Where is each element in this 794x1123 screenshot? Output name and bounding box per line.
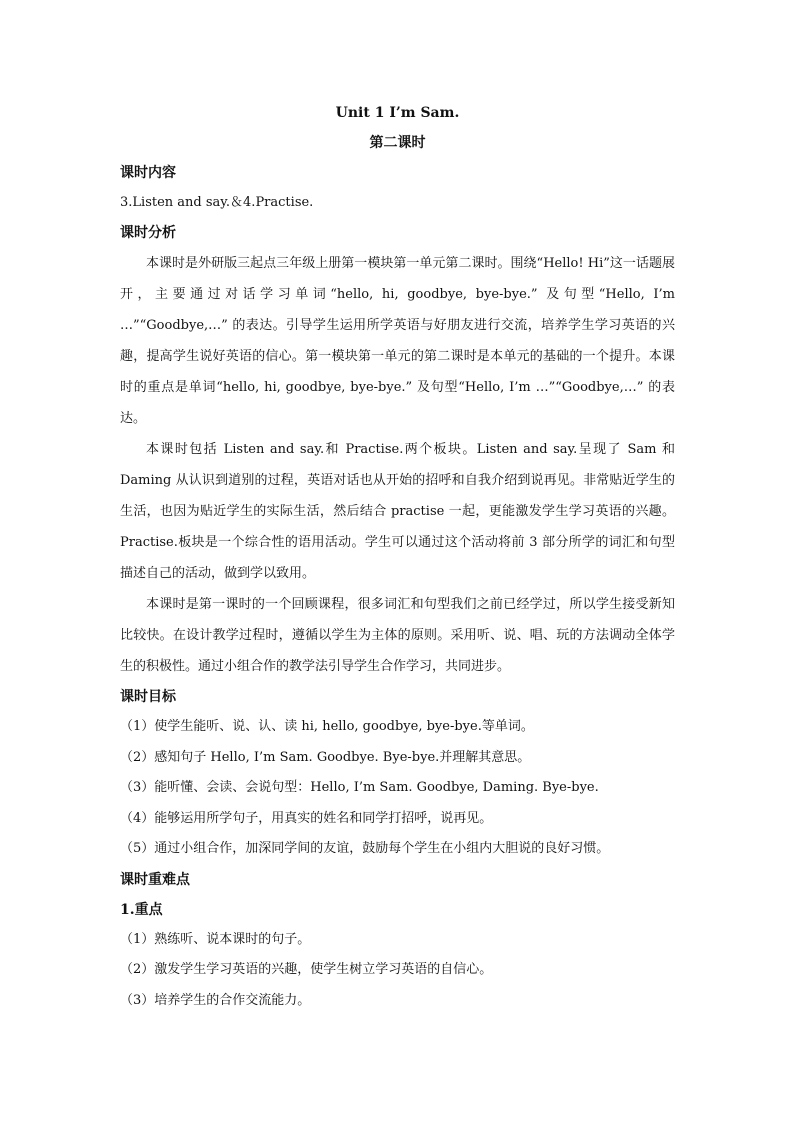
document-title: Unit 1 I’m Sam.: [335, 105, 460, 121]
analysis-heading: 课时分析: [120, 225, 176, 241]
objective-item: （2）感知句子 Hello, I’m Sam. Goodbye. Bye-bye.并理解其意思。: [120, 749, 531, 765]
analysis-paragraph: 本课时是外研版三起点三年级上册第一模块第一单元第二课时。围绕“Hello! Hi”这一话题展开，主要通过对话学习单词“hello, hi, goodbye, bye-bye.” 及句型“Hello, I’m …”“Goodbye,…” 的表达。引导学生运用所学英语与好朋友进行交流，培养学生学习英语的兴趣，提高学生说好英语的信心。第一模块第一单元的第二课时是本单元的基础的一个提升。本课时的重点是单词“hello, hi, goodbye, bye-bye.” 及句型“Hello, I’m …”“Goodbye,…” 的表达。: [120, 256, 675, 426]
lesson-subtitle: 第二课时: [369, 135, 426, 151]
objective-item: （4）能够运用所学句子，用真实的姓名和同学打招呼，说再见。: [120, 810, 493, 826]
key-point-item: （2）激发学生学习英语的兴趣，使学生树立学习英语的自信心。: [120, 962, 493, 977]
objective-item: （1）使学生能听、说、认、读 hi, hello, goodbye, bye-bye.等单词。: [120, 719, 534, 734]
key-points-heading: 课时重难点: [120, 871, 190, 888]
key-points-subheading: 1.重点: [120, 901, 163, 918]
key-point-item: （3）培养学生的合作交流能力。: [120, 992, 311, 1008]
analysis-paragraph: 本课时包括 Listen and say.和 Practise.两个板块。Listen and say.呈现了 Sam 和 Daming 从认识到道别的过程，英语对话也从开始的招呼和自我介绍到说再见。非常贴近学生的生活，也因为贴近学生的实际生活，然后结合 practise 一起，更能激发学生学习英语的兴趣。Practise.板块是一个综合性的语用活动。学生可以通过这个活动将前 3 部分所学的词汇和句型描述自己的活动，做到学以致用。: [120, 442, 675, 581]
analysis-paragraph: 本课时是第一课时的一个回顾课程，很多词汇和句型我们之前已经学过，所以学生接受新知比较快。在设计教学过程时，遵循以学生为主体的原则。采用听、说、唱、玩的方法调动全体学生的积极性。通过小组合作的教学法引导学生合作学习，共同进步。: [120, 597, 675, 674]
document-content: [120, 100, 675, 1016]
key-point-item: （1）熟练听、说本课时的句子。: [120, 931, 311, 947]
objective-item: （3）能听懂、会读、会说句型：Hello, I’m Sam. Goodbye, Daming. Bye-bye.: [120, 780, 599, 795]
content-text: 3.Listen and say.＆4.Practise.: [120, 195, 314, 210]
content-heading: 课时内容: [120, 165, 176, 181]
objective-item: （5）通过小组合作，加深同学间的友谊，鼓励每个学生在小组内大胆说的良好习惯。: [120, 841, 610, 856]
objectives-heading: 课时目标: [120, 689, 176, 705]
